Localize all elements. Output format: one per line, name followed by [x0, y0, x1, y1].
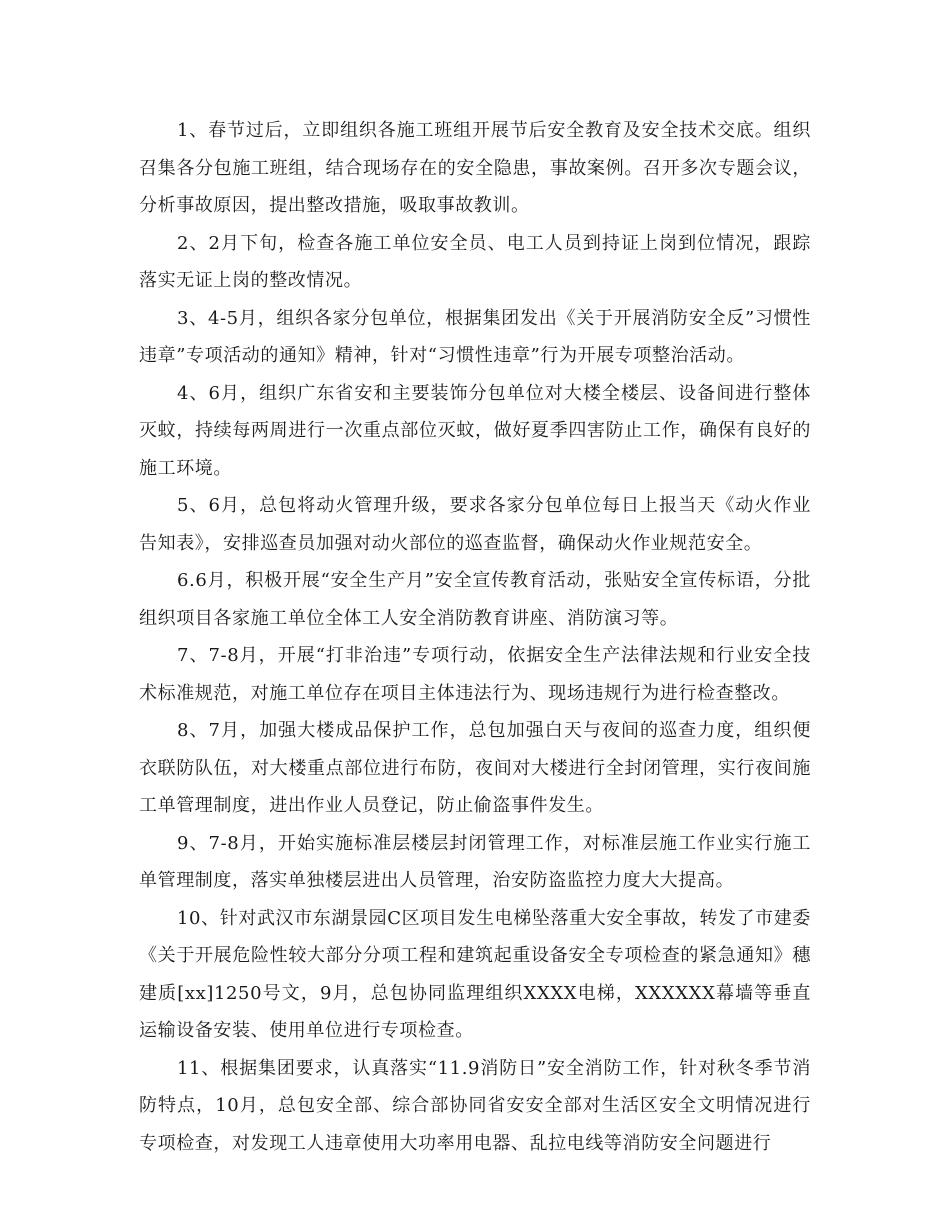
paragraph-7: 7、7-8月，开展“打非治违”专项行动，依据安全生产法律法规和行业安全技术标准规范，对施工单位存在项目主体违法行为、现场违规行为进行检查整改。 — [139, 645, 811, 704]
paragraph-5: 5、6月，总包将动火管理升级，要求各家分包单位每日上报当天《动火作业告知表》，安排巡查员加强对动火部位的巡查监督，确保动火作业规范安全。 — [139, 495, 811, 554]
paragraph-10: 10、针对武汉市东湖景园C区项目发生电梯坠落重大安全事故，转发了市建委《关于开展危险性较大部分分项工程和建筑起重设备安全专项检查的紧急通知》穗建质[xx]1250号文，9月，总包协同监理组织XXXX电梯，XXXXXX幕墙等垂直运输设备安装、使用单位进行专项检查。 — [139, 907, 811, 1041]
paragraph-4: 4、6月，组织广东省安和主要装饰分包单位对大楼全楼层、设备间进行整体灭蚊，持续每两周进行一次重点部位灭蚊，做好夏季四害防止工作，确保有良好的施工环境。 — [139, 382, 811, 479]
paragraph-11: 11、根据集团要求，认真落实“11.9消防日”安全消防工作，针对秋冬季节消防特点，10月，总包安全部、综合部协同省安安全部对生活区安全文明情况进行专项检查，对发现工人违章使用大功率用电器、乱拉电线等消防安全问题进行 — [139, 1057, 811, 1154]
paragraph-8: 8、7月，加强大楼成品保护工作，总包加强白天与夜间的巡查力度，组织便衣联防队伍，对大楼重点部位进行布防，夜间对大楼进行全封闭管理，实行夜间施工单管理制度，进出作业人员登记，防止偷盗事件发生。 — [139, 720, 811, 816]
paragraph-3: 3、4-5月，组织各家分包单位，根据集团发出《关于开展消防安全反”习惯性违章”专项活动的通知》精神，针对“习惯性违章”行为开展专项整治活动。 — [139, 307, 811, 366]
paragraph-2: 2、2月下旬，检查各施工单位安全员、电工人员到持证上岗到位情况，跟踪落实无证上岗的整改情况。 — [139, 232, 811, 291]
paragraph-9: 9、7-8月，开始实施标准层楼层封闭管理工作，对标准层施工作业实行施工单管理制度，落实单独楼层进出人员管理，治安防盗监控力度大大提高。 — [139, 832, 811, 891]
paragraph-6: 6.6月，积极开展“安全生产月”安全宣传教育活动，张贴安全宣传标语，分批组织项目各家施工单位全体工人安全消防教育讲座、消防演习等。 — [139, 570, 811, 629]
paragraph-1: 1、春节过后，立即组织各施工班组开展节后安全教育及安全技术交底。组织召集各分包施工班组，结合现场存在的安全隐患，事故案例。召开多次专题会议，分析事故原因，提出整改措施，吸取事故教训。 — [139, 120, 811, 216]
document-body — [139, 112, 811, 1162]
